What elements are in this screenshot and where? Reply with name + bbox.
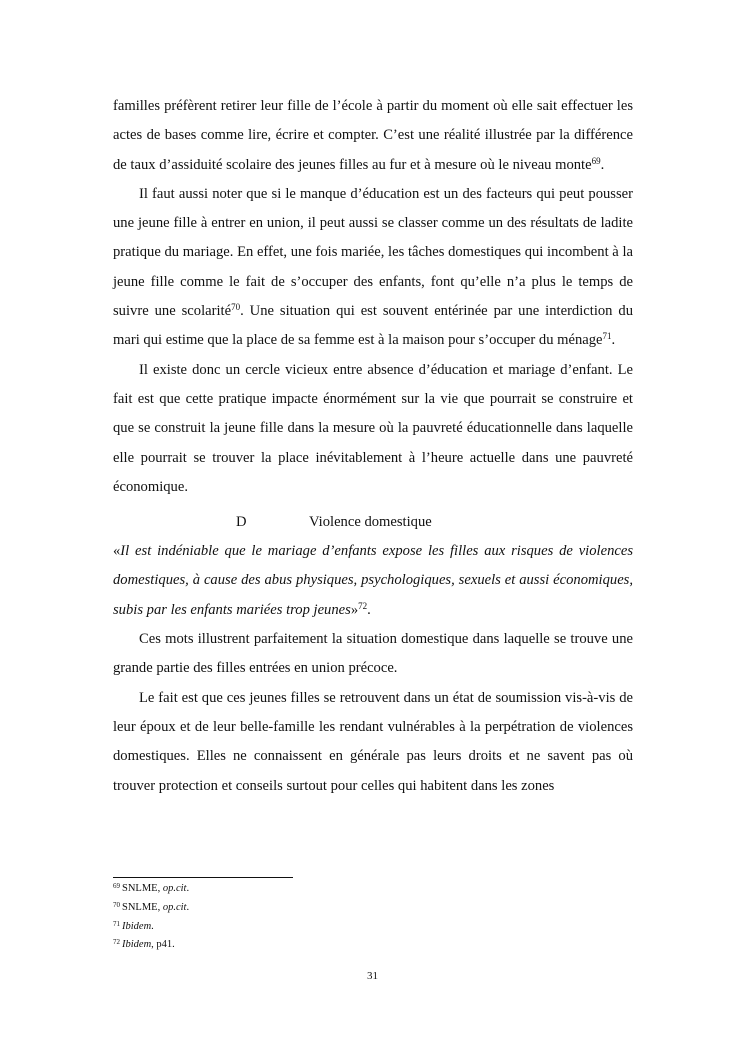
footnote-ref-70: 70 [231,302,241,313]
paragraph-4: Ces mots illustrent parfaitement la situation domestique dans laquelle se trouve une grande partie des filles entrées en union précoce. [113,631,633,677]
footnote-separator [113,877,293,878]
section-letter: D [236,514,247,531]
footnote-ref-text: op.cit [162,883,187,894]
footnote-70 [113,899,633,918]
quote-paragraph [113,537,633,625]
footnote-72 [113,936,633,955]
footnote-71 [113,918,633,937]
paragraph-2 [113,180,633,356]
paragraph-1-text: familles préfèrent retirer leur fille de l’école à partir du moment où elle sait effectuer les actes de bases comme lire, écrire et compter. C’est une réalité illustrée par la différence de taux d’assiduité scolaire des jeunes filles au fur et à mesure où le niveau monte [113,98,633,173]
footnote-ref-text: op.cit [162,901,187,913]
footnote-number: 72 [113,938,120,947]
footnote-ref-71: 71 [602,331,612,342]
footnote-tail: , p41. [151,939,175,951]
paragraph-2-text-b: . Une situation qui est souvent entérinée par une interdiction du mari qui estime que la place de sa femme est à la maison pour s’occuper du ménage [113,303,633,349]
footnote-ref-72: 72 [358,600,368,611]
paragraph-2-text-a: Il faut aussi noter que si le manque d’éducation est un des facteurs qui peut pousser une jeune fille à entrer en union, il peut aussi se classer comme un des résultats de ladite pratique du mariage. En effet, une fois mariée, les tâches domestiques qui incombent à la jeune fille comme le fait de s’occuper des enfants, font qu’elle n’a plus le temps de suivre une scolarité [113,185,633,320]
quote-close-mark: » [350,601,359,618]
paragraph-5: Le fait est que ces jeunes filles se retrouvent dans un état de soumission vis-à-vis de leur époux et de leur belle-famille les rendant vulnérables à la perpétration de violences domestiques. Elles ne connaissent en générale pas leurs droits et ne savent pas où trouver protection et conseils surtout pour celles qui habitent dans les zones [113,689,633,794]
footnote-number: 70 [113,900,120,909]
footnote-source: SNLME, [122,883,163,894]
footnote-tail: . [151,920,154,932]
paragraph-1 [113,92,633,180]
paragraph-2-end: . [611,332,616,349]
quote-open-mark: « [113,543,121,560]
footnote-number: 69 [113,882,120,890]
page-number: 31 [367,970,378,982]
footnote-tail: . [186,883,190,894]
section-title: Violence domestique [309,514,432,531]
footnote-ref-text: Ibidem [122,939,152,951]
quote-text: Il est indéniable que le mariage d’enfants expose les filles aux risques de violences domestiques, à cause des abus physiques, psychologiques, sexuels et aussi économiques, subis par les enfants mariées trop jeunes [113,543,633,618]
section-heading [113,508,633,537]
body-text [113,92,633,801]
quote-end: . [367,601,371,618]
footnote-ref-text: Ibidem [122,920,152,932]
footnote-69 [113,880,633,899]
paragraph-1-end: . [600,156,605,173]
footnote-ref-69: 69 [591,155,601,166]
footnotes [113,880,633,955]
footnote-number: 71 [113,919,120,928]
footnote-source: SNLME, [122,901,163,913]
footnote-tail: . [186,901,190,913]
paragraph-3: Il existe donc un cercle vicieux entre absence d’éducation et mariage d’enfant. Le fait est que cette pratique impacte énormément sur la vie que pourrait se construire et que se construit la jeune fille dans la mesure où la pauvreté éducationnelle dans laquelle elle pourrait se trouver la place inévitablement à l’heure actuelle dans une pauvreté économique. [113,361,633,495]
